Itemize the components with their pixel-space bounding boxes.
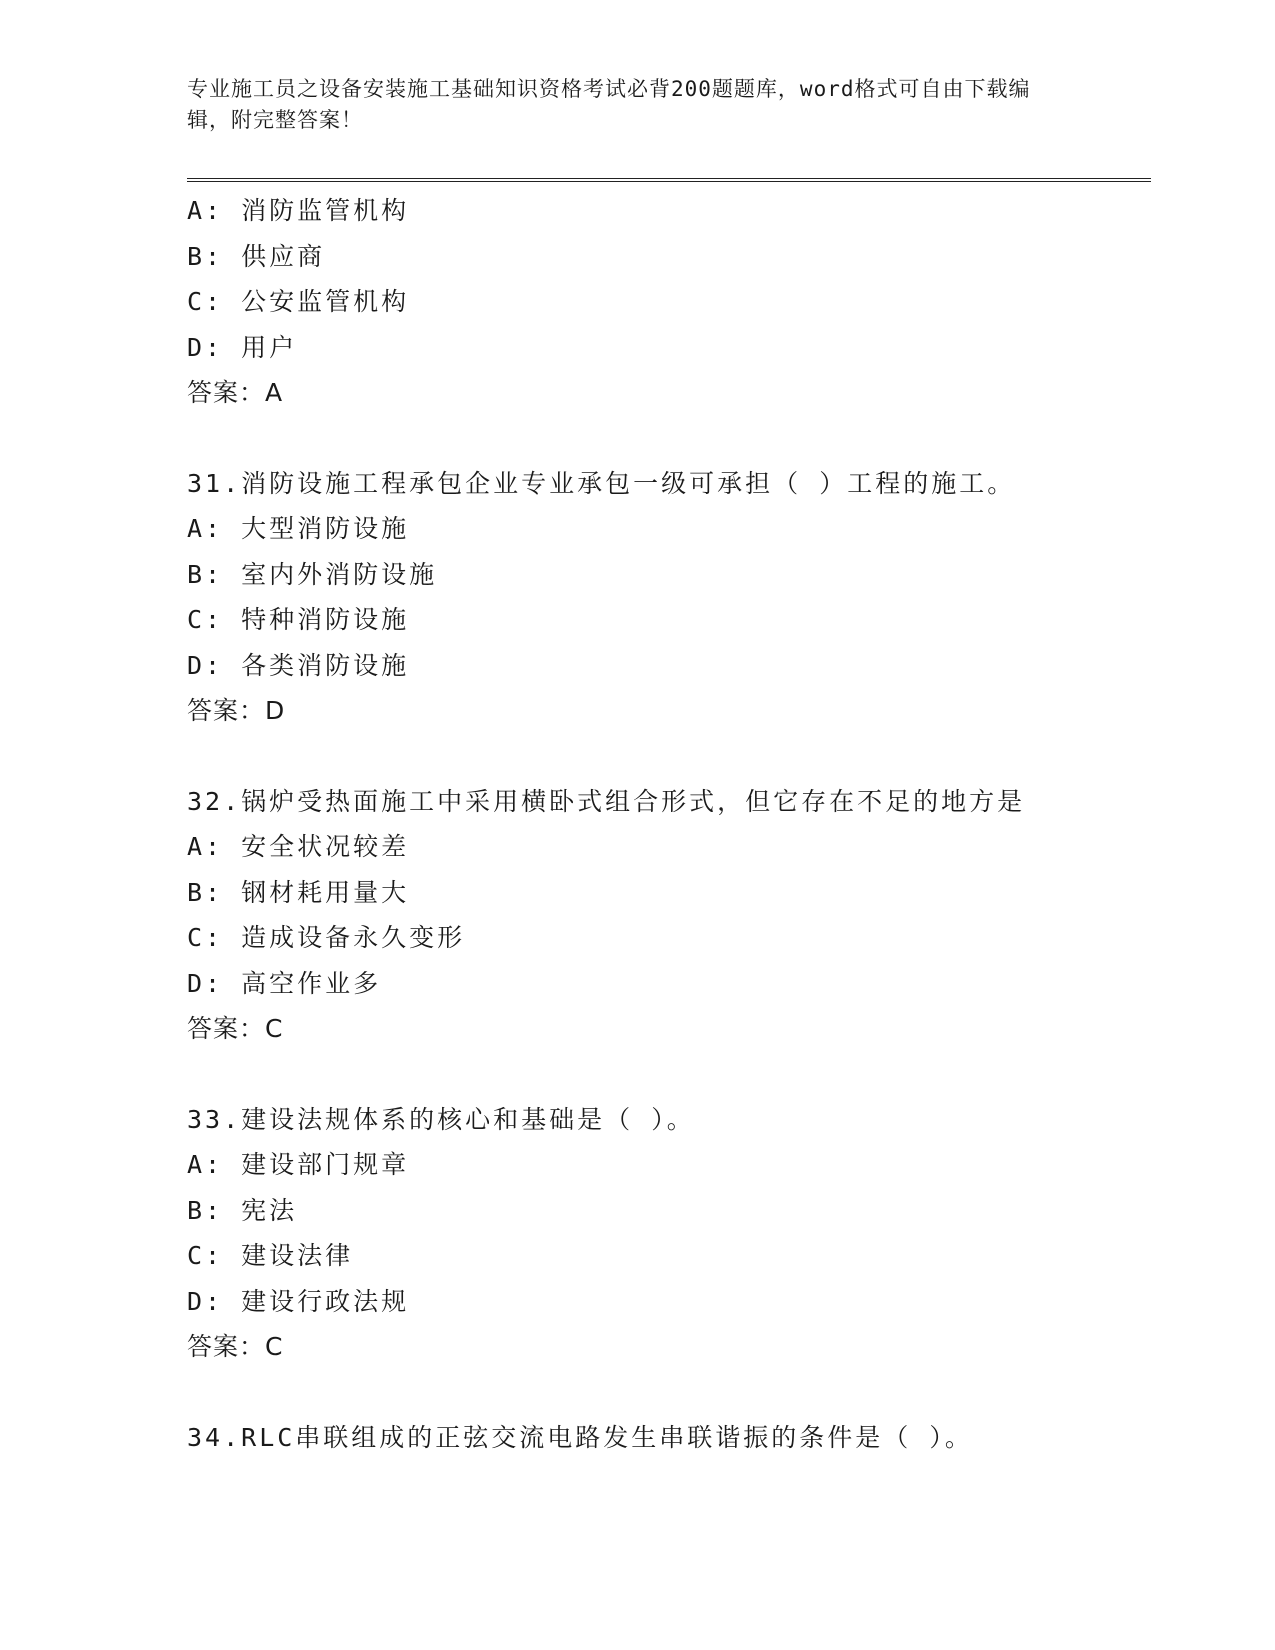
option-b: B: 宪法	[187, 1195, 298, 1225]
question-31	[187, 461, 1151, 734]
question-list	[187, 188, 1151, 1460]
document-header: 专业施工员之设备安装施工基础知识资格考试必背200题题库，word格式可自由下载编辑，附完整答案！	[187, 77, 1031, 132]
option-c: C: 公安监管机构	[187, 287, 410, 316]
option-b: B: 钢材耗用量大	[187, 877, 410, 907]
option-b: B: 室内外消防设施	[187, 559, 438, 589]
option-a: A: 大型消防设施	[187, 514, 410, 543]
answer: 答案：D	[187, 696, 286, 725]
question-stem: 32.锅炉受热面施工中采用横卧式组合形式，但它存在不足的地方是	[187, 786, 1026, 816]
option-d: D: 建设行政法规	[187, 1286, 410, 1316]
question-stem: 33.建设法规体系的核心和基础是（ ）。	[187, 1104, 695, 1134]
question-34	[187, 1415, 1151, 1461]
option-c: C: 造成设备永久变形	[187, 923, 466, 952]
answer: 答案：A	[187, 378, 284, 407]
answer: 答案：C	[187, 1332, 284, 1361]
option-c: C: 特种消防设施	[187, 605, 410, 634]
option-d: D: 用户	[187, 332, 298, 362]
option-a: A: 建设部门规章	[187, 1150, 410, 1179]
option-a: A: 安全状况较差	[187, 832, 410, 861]
answer: 答案：C	[187, 1014, 284, 1043]
option-c: C: 建设法律	[187, 1241, 354, 1270]
question-stem: 34.RLC串联组成的正弦交流电路发生串联谐振的条件是（ ）。	[187, 1422, 973, 1452]
question-stem: 31.消防设施工程承包企业专业承包一级可承担（ ）工程的施工。	[187, 468, 1016, 498]
header-divider	[187, 178, 1151, 182]
option-a: A: 消防监管机构	[187, 196, 410, 225]
question-33	[187, 1097, 1151, 1370]
option-d: D: 各类消防设施	[187, 650, 410, 680]
option-b: B: 供应商	[187, 241, 326, 271]
question-30-tail	[187, 188, 1151, 416]
option-d: D: 高空作业多	[187, 968, 382, 998]
question-32	[187, 779, 1151, 1052]
